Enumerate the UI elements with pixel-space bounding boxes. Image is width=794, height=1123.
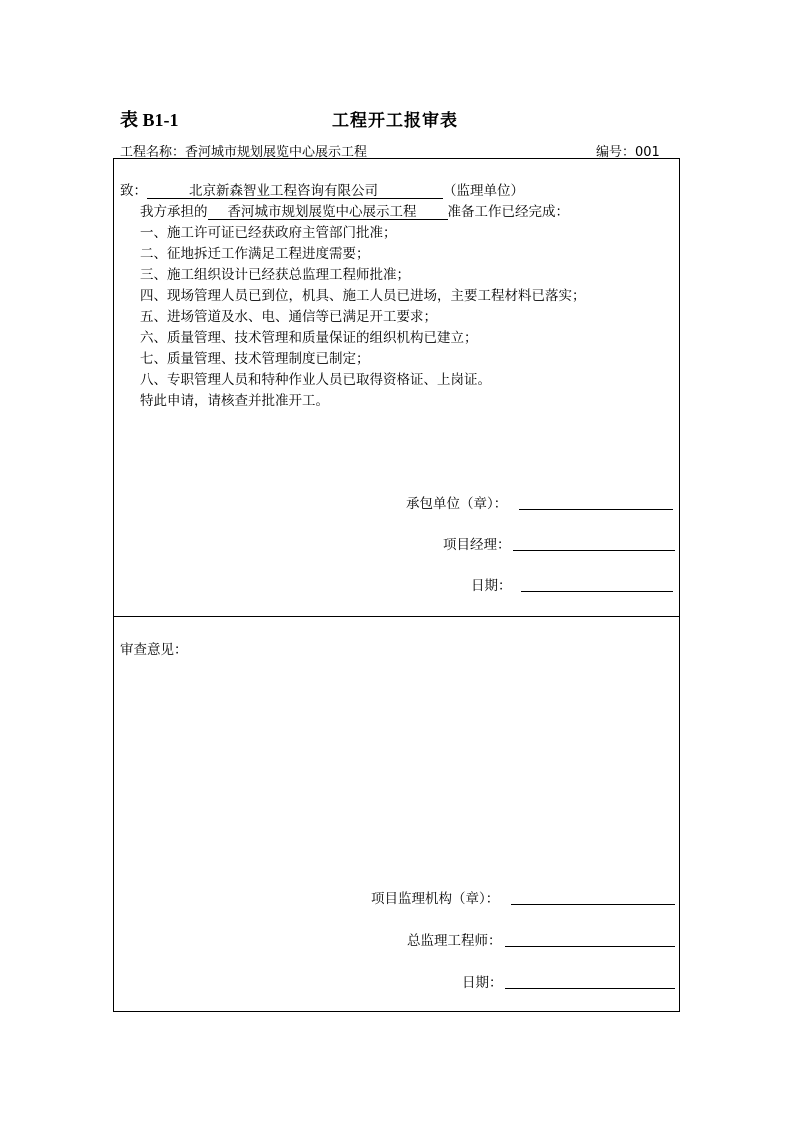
- chief-engineer-signature-field[interactable]: [505, 946, 675, 947]
- project-name-label: 工程名称：香河城市规划展览中心展示工程: [120, 145, 368, 160]
- manager-label: 项目经理：: [443, 537, 511, 553]
- to-prefix: 致：: [120, 183, 147, 199]
- list-item: 八、专职管理人员和特种作业人员已取得资格证、上岗证。: [140, 372, 491, 388]
- list-item: 二、征地拆迁工作满足工程进度需要；: [140, 246, 370, 262]
- manager-signature-field[interactable]: [513, 550, 675, 551]
- list-item: 五、进场管道及水、电、通信等已满足开工要求；: [140, 309, 437, 325]
- list-item: 三、施工组织设计已经获总监理工程师批准；: [140, 267, 410, 283]
- supervisor-unit-value: 北京新森智业工程咨询有限公司: [189, 183, 378, 199]
- application-date-label: 日期：: [471, 578, 512, 594]
- review-date-label: 日期：: [462, 975, 503, 991]
- contractor-label: 承包单位（章）：: [406, 496, 508, 512]
- intro-line: [140, 204, 569, 220]
- form-number-label: 编号：001: [596, 145, 660, 160]
- list-item: 一、施工许可证已经获政府主管部门批准；: [140, 225, 397, 241]
- addressee-line: [120, 183, 524, 199]
- section-divider: [113, 616, 680, 617]
- supervision-agency-signature-field[interactable]: [511, 904, 675, 905]
- contractor-signature-field[interactable]: [519, 509, 673, 510]
- form-table: [113, 158, 680, 1012]
- chief-engineer-label: 总监理工程师：: [407, 933, 502, 949]
- review-opinion-label: 审查意见：: [120, 642, 188, 658]
- form-code: 表 B1-1: [120, 110, 179, 130]
- list-item: 六、质量管理、技术管理和质量保证的组织机构已建立；: [140, 330, 478, 346]
- project-value: 香河城市规划展览中心展示工程: [227, 204, 417, 220]
- list-item: 四、现场管理人员已到位，机具、施工人员已进场，主要工程材料已落实；: [140, 288, 586, 304]
- review-date-field[interactable]: [505, 988, 675, 989]
- application-date-field[interactable]: [521, 591, 673, 592]
- closing-text: 特此申请，请核查并批准开工。: [140, 393, 329, 409]
- list-item: 七、质量管理、技术管理制度已制定；: [140, 351, 370, 367]
- supervisor-unit-field[interactable]: [147, 183, 443, 199]
- supervision-agency-label: 项目监理机构（章）：: [371, 891, 500, 907]
- form-title: 工程开工报审表: [332, 111, 458, 131]
- intro-suffix: 准备工作已经完成：: [447, 204, 569, 220]
- to-suffix: （监理单位）: [443, 183, 524, 199]
- intro-prefix: 我方承担的: [140, 204, 208, 220]
- project-field[interactable]: [208, 204, 448, 220]
